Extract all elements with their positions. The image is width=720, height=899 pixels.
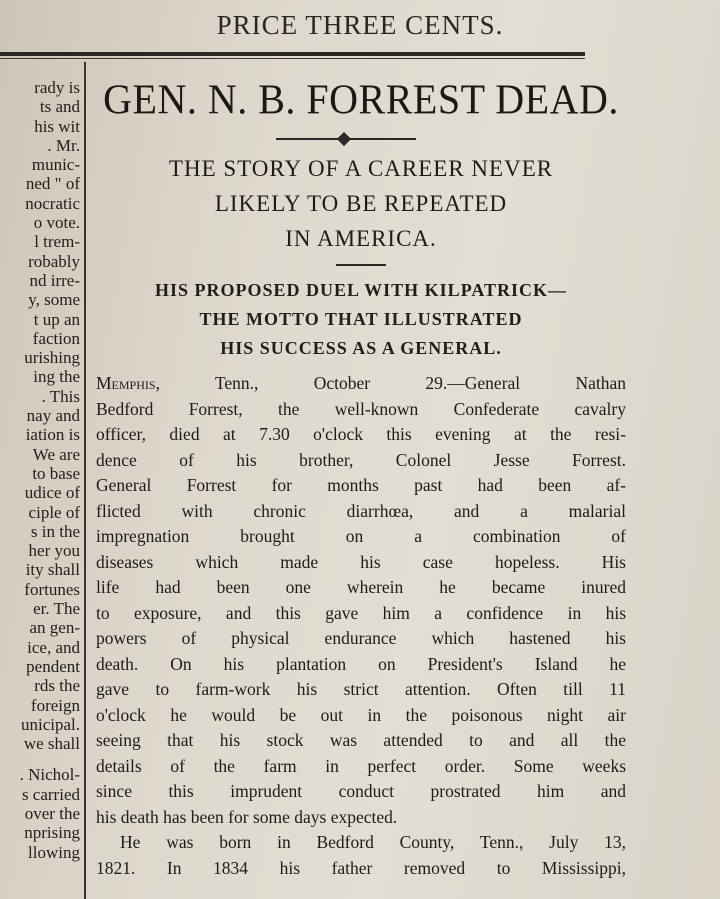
body-line: impregnation brought on a combination of: [96, 526, 626, 546]
adjacent-line: y, some: [28, 290, 80, 310]
adjacent-line: his wit: [34, 116, 80, 136]
adjacent-line: ned " of: [25, 174, 80, 194]
body-line: seeing that his stock was attended to and all the: [96, 730, 626, 750]
price-banner: PRICE THREE CENTS.: [216, 10, 504, 40]
body-line: his death has been for some days expected.: [96, 806, 398, 827]
adjacent-line: an gen-: [29, 618, 80, 638]
adjacent-line: to base: [32, 463, 80, 483]
deck-divider: [336, 264, 386, 266]
adjacent-line: nocratic: [25, 193, 80, 213]
adjacent-line: nd irre-: [29, 270, 80, 290]
adjacent-line: udice of: [24, 483, 80, 503]
adjacent-line: . Mr.: [47, 135, 80, 155]
adjacent-line: rds the: [34, 676, 80, 696]
adjacent-line: iation is: [25, 425, 80, 445]
adjacent-line: we shall: [23, 734, 80, 754]
body-line: flicted with chronic diarrhœa, and a malarial: [96, 500, 626, 521]
adjacent-line: t up an: [33, 309, 80, 329]
adjacent-line: faction: [32, 328, 80, 348]
adjacent-line: pendent: [26, 656, 80, 676]
body-line: death. On his plantation on President's Island he: [96, 653, 626, 674]
adjacent-line: ing the: [33, 367, 80, 387]
adjacent-column: [0, 78, 80, 862]
adjacent-line: rady is: [34, 78, 80, 97]
deck-2-line: HIS PROPOSED DUEL WITH KILPATRICK—: [154, 280, 568, 300]
adjacent-line: We are: [32, 444, 80, 464]
body-line-first: Memphis, Tenn., October 29.—General Nathan: [96, 373, 626, 393]
adjacent-column-lines-a: [0, 78, 80, 753]
adjacent-line: robably: [28, 251, 80, 271]
body-line: o'clock he would be out in the poisonous night air: [96, 704, 626, 725]
adjacent-line: . Nichol-: [19, 765, 80, 785]
adjacent-line: llowing: [28, 842, 80, 862]
adjacent-line: her you: [28, 541, 80, 561]
adjacent-line: unicipal.: [20, 714, 80, 734]
adjacent-line: l trem-: [34, 232, 80, 252]
adjacent-line: ciple of: [28, 502, 80, 522]
adjacent-line: urishing: [24, 348, 80, 368]
body-line: to exposure, and this gave him a confidence in his: [96, 602, 626, 623]
adjacent-line: ice, and: [27, 637, 80, 657]
adjacent-line: over the: [24, 803, 80, 823]
adjacent-line: fortunes: [24, 579, 80, 599]
body-line: diseases which made his case hopeless. His: [96, 551, 626, 572]
body-line: He was born in Bedford County, Tenn., July 13,: [120, 832, 626, 852]
column-divider: [84, 62, 86, 899]
adjacent-line: . This: [41, 386, 80, 406]
body-line: details of the farm in perfect order. Some weeks: [96, 755, 626, 776]
adjacent-line: nprising: [24, 823, 80, 843]
deck-2-line: HIS SUCCESS AS A GENERAL.: [220, 338, 502, 358]
deck-1-line: THE STORY OF A CAREER NEVER: [168, 156, 554, 181]
adjacent-line: o vote.: [33, 213, 80, 233]
body-line: life had been one wherein he became inured: [96, 577, 626, 597]
headline-ornament: [96, 129, 626, 149]
subheadline-deck-1: [96, 151, 626, 256]
body-line: powers of physical endurance which hastened his: [96, 628, 626, 648]
deck-1-line: LIKELY TO BE REPEATED: [214, 191, 508, 216]
adjacent-line: foreign: [30, 695, 80, 715]
body-line: General Forrest for months past had been af-: [96, 475, 626, 495]
body-line: 1821. In 1834 his father removed to Mississippi,: [96, 857, 626, 878]
article-body: [96, 371, 626, 881]
body-line: officer, died at 7.30 o'clock this evening at the resi-: [96, 424, 626, 444]
adjacent-column-lines-b: [0, 765, 80, 861]
dateline: Memphis: [96, 373, 156, 393]
deck-1-line: IN AMERICA.: [285, 226, 437, 251]
subheadline-deck-2: [96, 276, 626, 363]
adjacent-line: ity shall: [25, 560, 80, 580]
body-line: gave to farm-work his strict attention. Often till 11: [96, 679, 626, 699]
adjacent-line: s carried: [21, 784, 80, 804]
article-column: [96, 62, 626, 881]
body-line: since this imprudent conduct prostrated him and: [96, 781, 626, 801]
deck-2-line: THE MOTTO THAT ILLUSTRATED: [199, 309, 523, 329]
adjacent-line: nay and: [26, 406, 80, 426]
adjacent-line: s in the: [30, 521, 80, 541]
adjacent-line: munic-: [31, 155, 80, 175]
adjacent-line: er. The: [33, 599, 80, 619]
masthead-rule: [0, 52, 585, 56]
masthead-rule-thin: [0, 58, 585, 59]
adjacent-line: ts and: [39, 97, 80, 117]
body-line: dence of his brother, Colonel Jesse Forrest.: [96, 449, 626, 470]
headline: GEN. N. B. FORREST DEAD.: [103, 75, 619, 124]
body-line: Bedford Forrest, the well-known Confederate cavalry: [96, 398, 626, 419]
